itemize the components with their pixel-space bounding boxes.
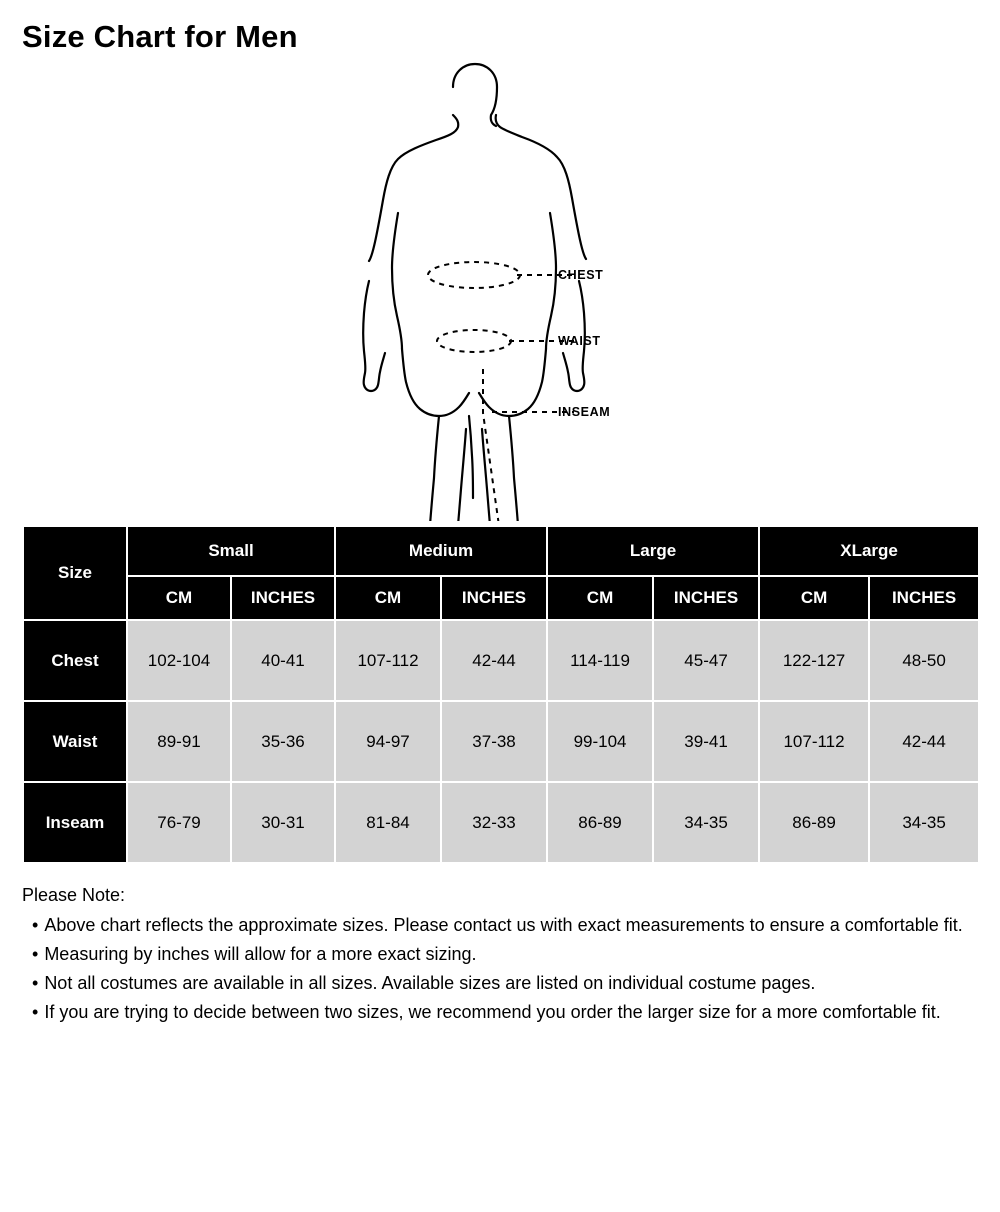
bullet-icon: • [32, 915, 39, 936]
chest-label: CHEST [558, 268, 604, 283]
unit-header-xlarge-inches: INCHES [869, 576, 979, 620]
cell-chest-medium-inches: 42-44 [441, 620, 547, 701]
table-row [23, 701, 979, 782]
unit-header-xlarge-cm: CM [759, 576, 869, 620]
group-header-medium: Medium [335, 526, 547, 576]
cell-inseam-xlarge-inches: 34-35 [869, 782, 979, 863]
cell-waist-medium-inches: 37-38 [441, 701, 547, 782]
size-header-cell: Size [23, 526, 127, 620]
unit-header-medium-inches: INCHES [441, 576, 547, 620]
table-row [23, 620, 979, 701]
unit-header-small-inches: INCHES [231, 576, 335, 620]
cell-inseam-medium-cm: 81-84 [335, 782, 441, 863]
cell-waist-small-inches: 35-36 [231, 701, 335, 782]
cell-waist-xlarge-cm: 107-112 [759, 701, 869, 782]
notes-heading: Please Note: [22, 885, 126, 906]
note-text: If you are trying to decide between two sizes, we recommend you order the larger size for a more comfortable fit. [44, 1001, 941, 1022]
cell-inseam-small-cm: 76-79 [127, 782, 231, 863]
group-header-small: Small [127, 526, 335, 576]
bullet-icon: • [32, 943, 39, 964]
cell-chest-small-cm: 102-104 [127, 620, 231, 701]
note-text: Measuring by inches will allow for a more exact sizing. [44, 943, 477, 964]
inseam-label: INSEAM [558, 405, 611, 420]
waist-measure-ellipse [437, 330, 511, 352]
male-body-diagram [22, 61, 978, 521]
cell-waist-large-cm: 99-104 [547, 701, 653, 782]
table-group-header-row [23, 526, 979, 576]
cell-chest-medium-cm: 107-112 [335, 620, 441, 701]
row-label-inseam: Inseam [23, 782, 127, 863]
bullet-icon: • [32, 972, 39, 993]
cell-waist-large-inches: 39-41 [653, 701, 759, 782]
cell-chest-xlarge-cm: 122-127 [759, 620, 869, 701]
unit-header-medium-cm: CM [335, 576, 441, 620]
cell-chest-small-inches: 40-41 [231, 620, 335, 701]
group-header-large: Large [547, 526, 759, 576]
unit-header-large-cm: CM [547, 576, 653, 620]
row-label-chest: Chest [23, 620, 127, 701]
note-item [32, 941, 978, 969]
cell-inseam-xlarge-cm: 86-89 [759, 782, 869, 863]
note-text: Not all costumes are available in all sizes. Available sizes are listed on individual costume pages. [44, 972, 816, 993]
unit-header-large-inches: INCHES [653, 576, 759, 620]
size-chart-page [0, 18, 1000, 1212]
unit-header-small-cm: CM [127, 576, 231, 620]
cell-inseam-medium-inches: 32-33 [441, 782, 547, 863]
notes-section [22, 882, 978, 1026]
cell-waist-xlarge-inches: 42-44 [869, 701, 979, 782]
cell-waist-small-cm: 89-91 [127, 701, 231, 782]
waist-label: WAIST [558, 334, 601, 349]
row-label-waist: Waist [23, 701, 127, 782]
cell-inseam-large-cm: 86-89 [547, 782, 653, 863]
note-item [32, 999, 978, 1027]
cell-waist-medium-cm: 94-97 [335, 701, 441, 782]
note-item [32, 970, 978, 998]
cell-chest-large-inches: 45-47 [653, 620, 759, 701]
bullet-icon: • [32, 1001, 39, 1022]
page-title: Size Chart for Men [22, 19, 298, 54]
table-unit-header-row [23, 576, 979, 620]
cell-chest-large-cm: 114-119 [547, 620, 653, 701]
cell-inseam-large-inches: 34-35 [653, 782, 759, 863]
note-item [32, 912, 978, 940]
note-text: Above chart reflects the approximate sizes. Please contact us with exact measurements to ensure a comfortable fit. [44, 915, 963, 936]
table-row [23, 782, 979, 863]
inseam-measure-line [483, 369, 504, 521]
cell-inseam-small-inches: 30-31 [231, 782, 335, 863]
chest-measure-ellipse [428, 262, 520, 288]
body-measurement-figure [22, 61, 978, 521]
size-chart-table [22, 525, 980, 864]
cell-chest-xlarge-inches: 48-50 [869, 620, 979, 701]
group-header-xlarge: XLarge [759, 526, 979, 576]
